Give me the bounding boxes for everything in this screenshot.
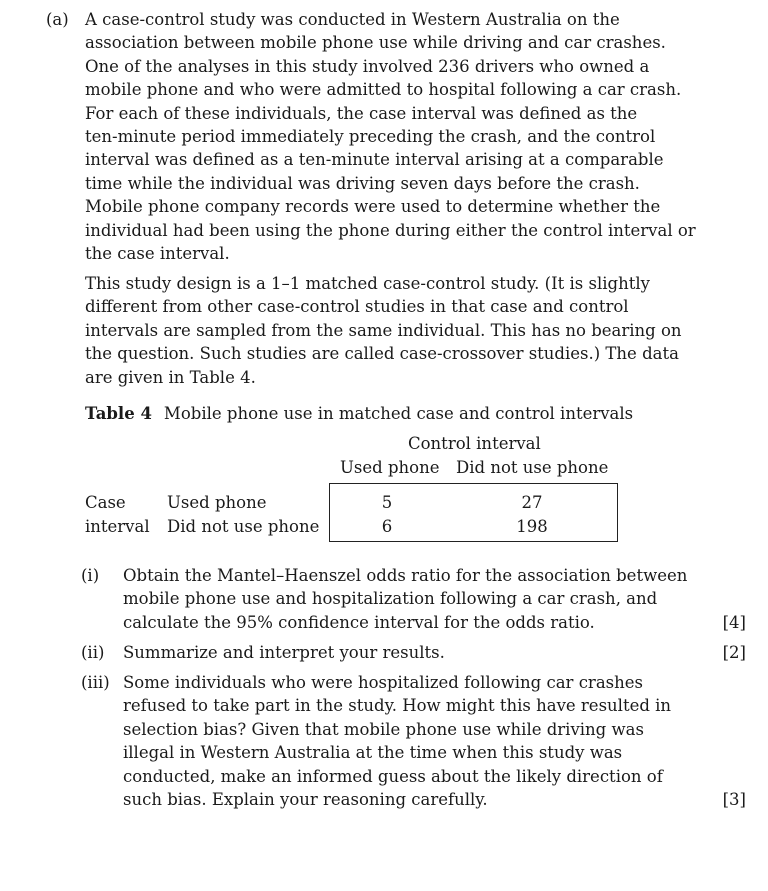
question-line: calculate the 95% confidence interval for the odds ratio. bbox=[123, 612, 595, 632]
table-caption bbox=[85, 402, 633, 426]
table-cell: 27 bbox=[521, 493, 543, 512]
paragraph-line: different from other case-control studies in that case and control bbox=[85, 297, 629, 317]
paragraph-line: are given in Table 4. bbox=[85, 367, 256, 387]
question-marks: [4] bbox=[722, 613, 746, 632]
paragraph-line: mobile phone and who were admitted to hospital following a car crash. bbox=[85, 80, 682, 100]
paragraph-line: A case-control study was conducted in Western Australia on the bbox=[85, 10, 620, 29]
part-marker: (a) bbox=[46, 10, 69, 29]
paragraph-line: This study design is a 1–1 matched case-control study. (It is slightly bbox=[85, 274, 650, 293]
row-header-used: Used phone bbox=[167, 493, 267, 512]
paragraph-line: time while the individual was driving seven days before the crash. bbox=[85, 173, 640, 193]
paragraph-line: individual had been using the phone during either the control interval or bbox=[85, 220, 696, 240]
table-caption-text: Mobile phone use in matched case and control intervals bbox=[163, 404, 634, 423]
question-text bbox=[123, 641, 693, 664]
question-number: (i) bbox=[81, 566, 100, 585]
paragraph-line: For each of these individuals, the case interval was defined as the bbox=[85, 103, 638, 123]
question-marks: [3] bbox=[722, 790, 746, 809]
question-line: conducted, make an informed guess about the likely direction of bbox=[123, 766, 663, 786]
row-header-not-used: Did not use phone bbox=[167, 517, 320, 536]
question-number: (ii) bbox=[81, 643, 105, 662]
question-line: illegal in Western Australia at the time when this study was bbox=[123, 743, 623, 763]
table-cell: 5 bbox=[381, 493, 393, 512]
paragraph-line: intervals are sampled from the same individual. This has no bearing on bbox=[85, 320, 682, 340]
paragraph-line: interval was defined as a ten-minute interval arising at a comparable bbox=[85, 150, 664, 170]
question-number: (iii) bbox=[81, 673, 110, 692]
question-line: Some individuals who were hospitalized following car crashes bbox=[123, 673, 643, 692]
table-box bbox=[329, 483, 618, 542]
question-line: selection bias? Given that mobile phone use while driving was bbox=[123, 719, 644, 739]
col-header-used: Used phone bbox=[340, 458, 440, 477]
question-line: mobile phone use and hospitalization following a car crash, and bbox=[123, 589, 658, 609]
question-text bbox=[123, 564, 693, 634]
col-header-not-used: Did not use phone bbox=[456, 458, 609, 477]
interval-label: interval bbox=[85, 517, 150, 536]
control-interval-header: Control interval bbox=[408, 434, 541, 453]
question-line: such bias. Explain your reasoning carefully. bbox=[123, 789, 488, 809]
design-paragraph bbox=[85, 272, 695, 389]
paragraph-line: association between mobile phone use while driving and car crashes. bbox=[85, 33, 666, 53]
intro-paragraph bbox=[85, 8, 695, 265]
table-cell: 198 bbox=[516, 517, 548, 536]
paragraph-line: ten-minute period immediately preceding the crash, and the control bbox=[85, 126, 656, 146]
paragraph-line: the question. Such studies are called case-crossover studies.) The data bbox=[85, 344, 679, 364]
question-line: Obtain the Mantel–Haenszel odds ratio for the association between bbox=[123, 566, 688, 585]
table-label: Table 4 bbox=[85, 404, 152, 423]
question-line: refused to take part in the study. How might this have resulted in bbox=[123, 696, 672, 716]
case-label: Case bbox=[85, 493, 126, 512]
question-line: Summarize and interpret your results. bbox=[123, 643, 445, 662]
question-text bbox=[123, 671, 693, 811]
paragraph-line: Mobile phone company records were used to determine whether the bbox=[85, 197, 661, 217]
paragraph-line: the case interval. bbox=[85, 243, 230, 263]
question-marks: [2] bbox=[722, 643, 746, 662]
table-cell: 6 bbox=[381, 517, 393, 536]
paragraph-line: One of the analyses in this study involved 236 drivers who owned a bbox=[85, 56, 650, 76]
